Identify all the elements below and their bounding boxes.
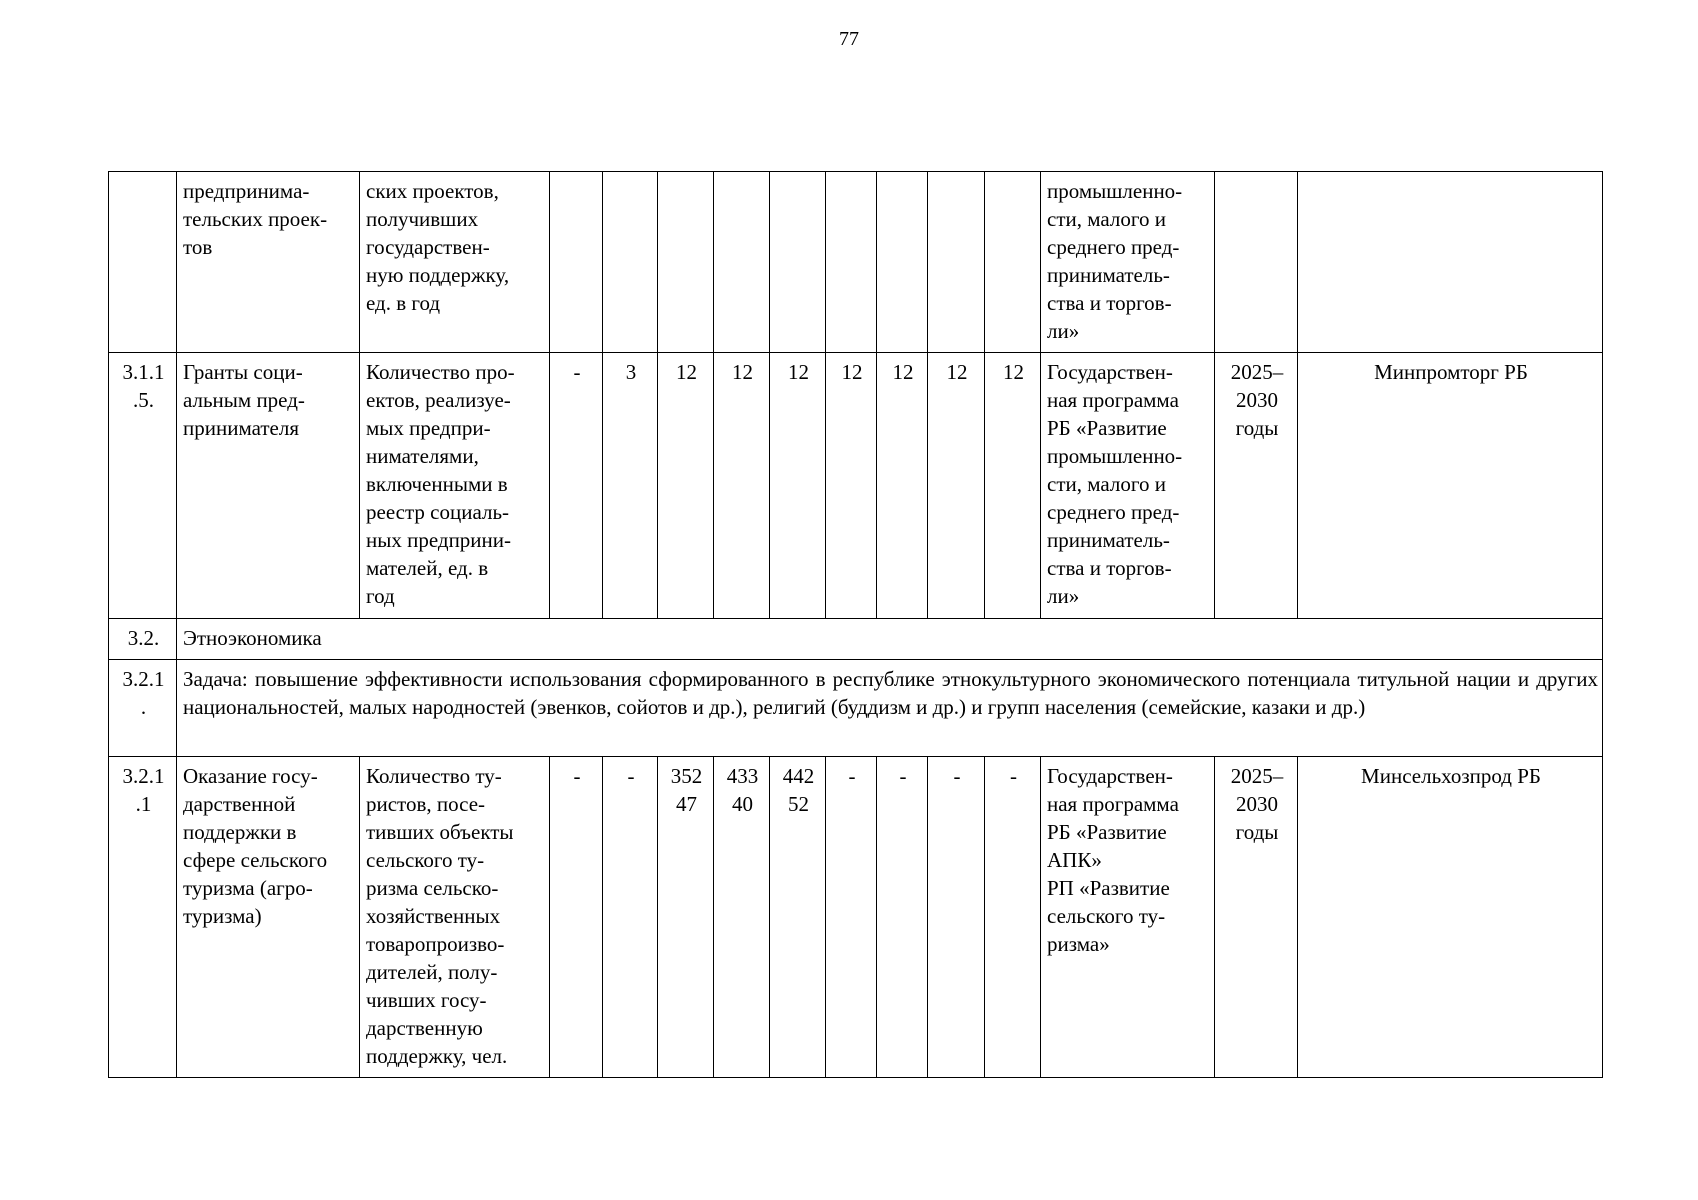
indicator-value xyxy=(770,172,826,353)
indicator-value-line: 352 xyxy=(670,764,703,788)
indicator-value-line: 12 xyxy=(676,360,697,384)
program-name-line: ства и торгов- xyxy=(1047,556,1172,580)
program-name xyxy=(1041,757,1215,1078)
indicator-value-line: 433 xyxy=(726,764,759,788)
program-name-line: ная программа xyxy=(1047,388,1179,412)
indicator-value xyxy=(985,353,1041,619)
indicator-value xyxy=(877,353,928,619)
program-name-line: приниматель- xyxy=(1047,263,1170,287)
page-number: 77 xyxy=(839,28,859,50)
indicator-name-line: сельского ту- xyxy=(366,848,485,872)
program-name-line: промышленно- xyxy=(1047,179,1183,203)
indicator-value-line: - xyxy=(573,360,581,384)
task-code xyxy=(109,660,177,757)
indicator-name xyxy=(360,172,550,353)
indicator-value-line: 442 xyxy=(782,764,815,788)
indicator-name-line: дителей, полу- xyxy=(366,960,498,984)
measure-name-line: дарственной xyxy=(183,792,296,816)
indicator-name-line: ских проектов, xyxy=(366,179,499,203)
measure-name-line: поддержки в xyxy=(183,820,297,844)
implementation-period-line: годы xyxy=(1235,416,1279,440)
indicator-value xyxy=(826,353,877,619)
program-name-line: сти, малого и xyxy=(1047,472,1166,496)
implementation-period-line: годы xyxy=(1235,820,1279,844)
implementation-period-line: 2025– xyxy=(1230,360,1284,384)
indicator-value xyxy=(603,353,658,619)
indicator-name-line: мых предпри- xyxy=(366,416,491,440)
program-name-line: сельского ту- xyxy=(1047,904,1166,928)
indicator-value xyxy=(714,353,770,619)
program-name-line: РБ «Развитие xyxy=(1047,820,1167,844)
indicator-value-line: - xyxy=(899,764,907,788)
indicator-name-line: нимателями, xyxy=(366,444,479,468)
responsible-executor: Минсельхозпрод РБ xyxy=(1298,757,1603,1078)
indicator-value-line: - xyxy=(848,764,856,788)
section-title: Этноэкономика xyxy=(177,619,1603,660)
indicator-value-line: 12 xyxy=(841,360,863,384)
program-name-line: среднего пред- xyxy=(1047,500,1180,524)
item-code-line: 3.2.1 xyxy=(122,764,165,788)
indicator-value-line: 12 xyxy=(892,360,914,384)
indicator-name xyxy=(360,353,550,619)
indicator-value-line: 3 xyxy=(625,360,637,384)
indicator-name-line: государствен- xyxy=(366,235,490,259)
program-name-line: ли» xyxy=(1047,319,1080,343)
measure-name-line: туризма (агро- xyxy=(183,876,313,900)
indicator-value-line: - xyxy=(627,764,635,788)
indicator-value-line: 12 xyxy=(732,360,753,384)
indicator-value xyxy=(877,172,928,353)
indicator-value xyxy=(928,757,985,1078)
indicator-name xyxy=(360,757,550,1078)
indicator-name-line: ную поддержку, xyxy=(366,263,510,287)
measure-name-line: альным пред- xyxy=(183,388,305,412)
indicator-value-line: 12 xyxy=(946,360,968,384)
indicator-name-line: Количество про- xyxy=(366,360,515,384)
item-code xyxy=(109,757,177,1078)
implementation-period-line: 2030 xyxy=(1236,388,1278,412)
indicator-value xyxy=(770,353,826,619)
program-name-line: приниматель- xyxy=(1047,528,1170,552)
indicator-value-line: - xyxy=(1010,764,1017,788)
measure-name xyxy=(177,172,360,353)
indicator-name-line: хозяйственных xyxy=(366,904,501,928)
indicator-name-line: товаропроизво- xyxy=(366,932,505,956)
responsible-executor xyxy=(1298,172,1603,353)
program-name-line: АПК» xyxy=(1047,848,1102,872)
item-code xyxy=(109,172,177,353)
indicator-name-line: ризма сельско- xyxy=(366,876,499,900)
item-code-line: 3.1.1 xyxy=(122,360,165,384)
indicator-value-line: - xyxy=(573,764,581,788)
indicator-name-line: тивших объекты xyxy=(366,820,514,844)
indicator-value xyxy=(928,172,985,353)
task-text: Задача: повышение эффективности использования сформированного в республике этнокультурного экономического потенциала титульной нации и других национальностей, малых народностей (эвенков, сойотов и др.), религий (буддизм и др.) и групп населения (семейские, казаки и др.) xyxy=(177,660,1603,757)
indicator-value xyxy=(985,757,1041,1078)
indicator-name-line: получивших xyxy=(366,207,479,231)
table-row xyxy=(109,353,1603,619)
indicator-value xyxy=(985,172,1041,353)
implementation-period-line: 2030 xyxy=(1236,792,1278,816)
task-code-line: . xyxy=(140,695,147,719)
indicator-name-line: ристов, посе- xyxy=(366,792,486,816)
table-row xyxy=(109,172,1603,353)
section-code: 3.2. xyxy=(109,619,177,660)
indicator-value-line: - xyxy=(953,764,961,788)
program-name-line: Государствен- xyxy=(1047,764,1173,788)
program-name-line: РБ «Развитие xyxy=(1047,416,1167,440)
program-name-line: сти, малого и xyxy=(1047,207,1166,231)
program-name-line: среднего пред- xyxy=(1047,235,1180,259)
indicator-value xyxy=(658,757,714,1078)
program-name-line: ризма» xyxy=(1047,932,1110,956)
indicator-name-line: ектов, реализуе- xyxy=(366,388,511,412)
program-name xyxy=(1041,172,1215,353)
indicator-value xyxy=(658,353,714,619)
indicator-value xyxy=(877,757,928,1078)
indicator-value xyxy=(714,172,770,353)
indicator-value xyxy=(550,757,603,1078)
indicator-value xyxy=(603,172,658,353)
program-name-line: промышленно- xyxy=(1047,444,1183,468)
indicator-value xyxy=(714,757,770,1078)
indicator-value xyxy=(928,353,985,619)
indicator-name-line: поддержку, чел. xyxy=(366,1044,508,1068)
indicator-name-line: включенными в xyxy=(366,472,508,496)
indicator-value-line: 52 xyxy=(788,792,809,816)
indicator-value xyxy=(770,757,826,1078)
task-code-line: 3.2.1 xyxy=(122,667,165,691)
responsible-executor: Минпромторг РБ xyxy=(1298,353,1603,619)
program-name-line: РП «Развитие xyxy=(1047,876,1170,900)
implementation-period xyxy=(1215,757,1298,1078)
item-code-line: .1 xyxy=(135,792,152,816)
indicator-value-line: 12 xyxy=(1003,360,1024,384)
measure-name-line: Оказание госу- xyxy=(183,764,318,788)
indicator-name-line: ед. в год xyxy=(366,291,441,315)
measure-name-line: Гранты соци- xyxy=(183,360,303,384)
measure-name-line: предпринима- xyxy=(183,179,310,203)
program-name xyxy=(1041,353,1215,619)
program-measures-table xyxy=(108,171,1603,1078)
indicator-name-line: год xyxy=(366,584,395,608)
indicator-value xyxy=(550,172,603,353)
indicator-value-line: 40 xyxy=(732,792,753,816)
indicator-name-line: Количество ту- xyxy=(366,764,502,788)
measure-name xyxy=(177,353,360,619)
indicator-value xyxy=(826,172,877,353)
table-row xyxy=(109,757,1603,1078)
indicator-name-line: реестр социаль- xyxy=(366,500,510,524)
program-name-line: ли» xyxy=(1047,584,1080,608)
task-row xyxy=(109,660,1603,757)
implementation-period xyxy=(1215,353,1298,619)
item-code-line: .5. xyxy=(133,388,154,412)
measure-name-line: тов xyxy=(183,235,213,259)
item-code xyxy=(109,353,177,619)
program-name-line: ная программа xyxy=(1047,792,1179,816)
indicator-value xyxy=(826,757,877,1078)
program-name-line: ства и торгов- xyxy=(1047,291,1172,315)
indicator-name-line: мателей, ед. в xyxy=(366,556,489,580)
measure-name-line: сфере сельского xyxy=(183,848,328,872)
indicator-value xyxy=(603,757,658,1078)
program-name-line: Государствен- xyxy=(1047,360,1173,384)
measure-name-line: туризма) xyxy=(183,904,262,928)
indicator-value-line: 47 xyxy=(676,792,697,816)
measure-name-line: принимателя xyxy=(183,416,300,440)
indicator-value xyxy=(658,172,714,353)
implementation-period xyxy=(1215,172,1298,353)
measure-name-line: тельских проек- xyxy=(183,207,328,231)
indicator-value xyxy=(550,353,603,619)
indicator-name-line: ных предприни- xyxy=(366,528,512,552)
indicator-name-line: дарственную xyxy=(366,1016,483,1040)
indicator-value-line: 12 xyxy=(788,360,809,384)
measure-name xyxy=(177,757,360,1078)
indicator-name-line: чивших госу- xyxy=(366,988,487,1012)
implementation-period-line: 2025– xyxy=(1230,764,1284,788)
section-row xyxy=(109,619,1603,660)
